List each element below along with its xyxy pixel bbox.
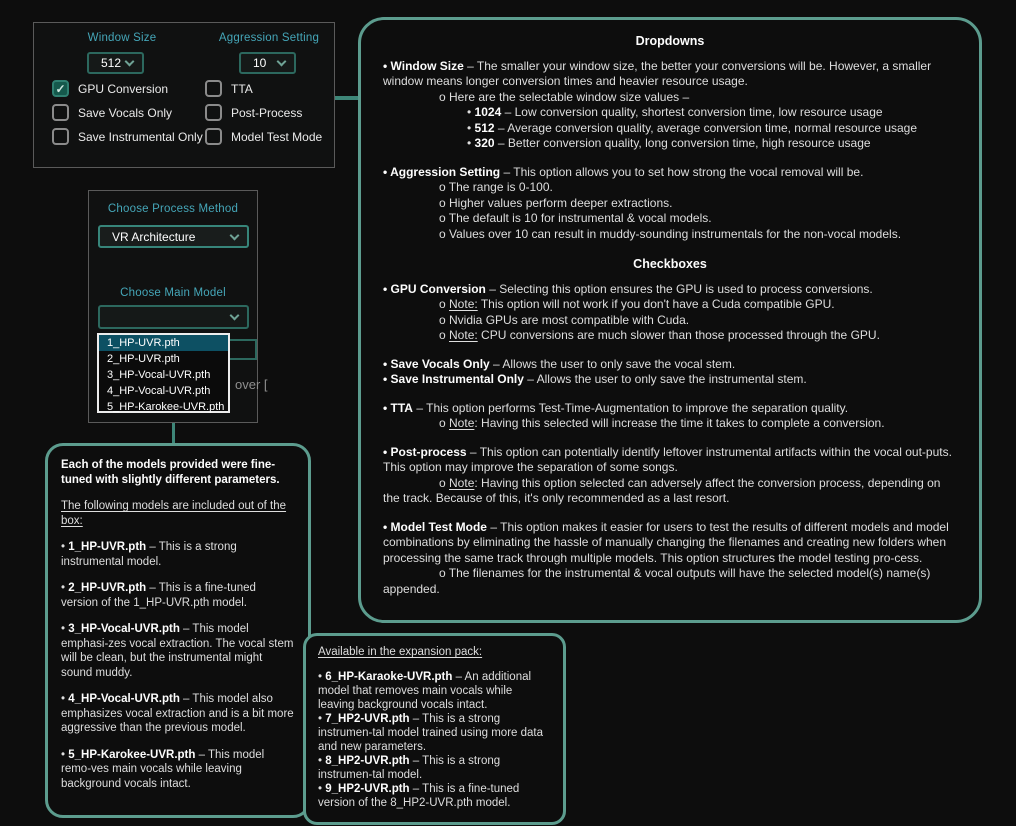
window-size-value: 512 [101,56,122,70]
text-line: • 5_HP-Karokee-UVR.pth – This model remo-ves main vocals while leaving background vocals intact. [61,748,265,790]
text-line: o The default is 10 for instrumental & vocal models. [439,211,712,225]
chevron-down-icon [125,57,135,67]
aggression-dropdown[interactable] [239,52,296,74]
text-line: • Aggression Setting – This option allows you to set how strong the vocal removal will be. [383,164,864,179]
chevron-down-icon [277,57,287,67]
checkbox-row[interactable] [205,104,322,121]
aggression-value: 10 [253,56,267,70]
included-models-doc-panel [45,443,311,818]
settings-panel [33,22,335,168]
text-line: o Note: Having this selected will increase the time it takes to complete a conversion. [439,416,885,430]
text-line: • Post-process – This option can potentially identify leftover instrumental artifacts within the vocal out-puts. This option may improve the separation of some songs. [383,444,952,474]
checkbox-unchecked[interactable] [205,80,222,97]
text-line: • 9_HP2-UVR.pth – This is a fine-tuned version of the 8_HP2-UVR.pth model. [318,783,520,809]
text-line: o Note: Having this option selected can adversely affect the conversion process, depending on the track. Because of this, it's only recommended as a last resort. [383,475,941,505]
text-line: • Model Test Mode – This option makes it easier for users to test the results of different models and model combinations by eliminating the hassle of manually changing the filenames and creating new folders when processing the same track through multiple models. This option structures the model testing pro-cess. [383,519,949,565]
text-line: • Save Vocals Only – Allows the user to only save the vocal stem. [383,356,736,371]
model-list-item[interactable]: 5_HP-Karokee-UVR.pth [107,401,225,413]
text-line: o Here are the selectable window size values – [439,89,690,104]
chevron-down-icon [230,311,240,321]
checkbox-row[interactable] [205,80,322,97]
text-line: • 320 – Better conversion quality, long conversion time, high resource usage [467,136,871,150]
expansion-pack-doc-panel [303,633,566,825]
checkbox-label: Model Test Mode [231,129,323,144]
text-line: • 1024 – Low conversion quality, shortest conversion time, low resource usage [467,105,883,119]
text-line: • Window Size – The smaller your window size, the better your conversions will be. However, a smaller window means longer conversion times and heavier resource usage. [383,58,932,88]
checkbox-row[interactable] [52,128,203,145]
text-line: Each of the models provided were fine-tuned with slightly different parameters. [61,459,280,486]
choose-main-model-label: Choose Main Model [120,287,226,299]
checkbox-label: GPU Conversion [78,81,169,96]
checkbox-unchecked[interactable] [52,128,69,145]
model-list-item[interactable]: 1_HP-UVR.pth [99,335,228,351]
text-line: • GPU Conversion – Selecting this option ensures the GPU is used to process conversions. [383,281,873,296]
checkbox-unchecked[interactable] [52,104,69,121]
text-line: o Higher values perform deeper extractions. [439,195,673,210]
text-line: • 4_HP-Vocal-UVR.pth – This model also emphasizes vocal extraction and is a bit more aggressive than the previous model. [61,693,294,734]
text-line: The following models are included out of the box: [61,500,287,527]
text-line: o Note: This option will not work if you don't have a Cuda compatible GPU. [439,297,835,311]
check-icon: ✓ [55,81,66,96]
model-list-item[interactable]: 2_HP-UVR.pth [107,353,180,365]
connector-settings-to-dropdowns [335,96,359,100]
model-dropdown-list [97,333,230,413]
text-line: o Values over 10 can result in muddy-sounding instrumentals for the non-vocal models. [439,226,902,241]
main-model-dropdown[interactable] [98,305,249,329]
checkbox-label: Post-Process [231,105,303,120]
window-size-dropdown[interactable] [87,52,144,74]
checkbox-row[interactable] [52,104,203,121]
text-line: Available in the expansion pack: [318,646,483,658]
checkbox-label: TTA [231,81,253,96]
aggression-setting-label: Aggression Setting [218,32,320,44]
dropdowns-checkboxes-doc-panel [358,17,982,623]
checkbox-unchecked[interactable] [205,128,222,145]
section-heading: Checkboxes [633,257,707,271]
choose-process-method-label: Choose Process Method [107,203,239,215]
text-line: • 3_HP-Vocal-UVR.pth – This model emphasi-zes vocal extraction. The vocal stem will be clean, but the instrumental might sound muddy. [61,623,294,679]
text-line: • 2_HP-UVR.pth – This is a fine-tuned version of the 1_HP-UVR.pth model. [61,582,256,609]
checkbox-column-right [205,80,322,152]
text-line: • 512 – Average conversion quality, average conversion time, normal resource usage [467,120,918,135]
checkbox-row[interactable] [205,128,322,145]
text-line: • 8_HP2-UVR.pth – This is a strong instrumen-tal model. [318,755,501,781]
chevron-down-icon [230,230,240,240]
window-size-label: Window Size [87,32,157,44]
text-line: • TTA – This option performs Test-Time-Augmentation to improve the separation quality. [383,400,849,415]
text-line: • 1_HP-UVR.pth – This is a strong instrumental model. [61,541,237,568]
text-line: • 6_HP-Karaoke-UVR.pth – An additional model that removes main vocals while leaving background vocals intact. [318,671,532,711]
obscured-window-text: over [ [235,377,268,392]
checkbox-checked[interactable] [52,80,69,97]
section-heading: Dropdowns [635,34,705,48]
text-line: o The filenames for the instrumental & vocal outputs will have the selected model(s) name(s) appended. [383,566,931,596]
checkbox-column-left [52,80,203,152]
text-line: o Note: CPU conversions are much slower than those processed through the GPU. [439,328,880,342]
text-line: • Save Instrumental Only – Allows the user to only save the instrumental stem. [383,372,807,386]
checkbox-row[interactable] [52,80,203,97]
text-line: o Nvidia GPUs are most compatible with Cuda. [439,312,690,327]
connector-models-to-notes [172,420,175,445]
checkbox-label: Save Instrumental Only [78,129,203,144]
model-list-item[interactable]: 4_HP-Vocal-UVR.pth [107,385,211,397]
model-list-item[interactable]: 3_HP-Vocal-UVR.pth [107,369,211,381]
text-line: o The range is 0-100. [439,180,553,194]
checkbox-label: Save Vocals Only [78,105,173,120]
process-method-panel [88,190,268,423]
checkbox-unchecked[interactable] [205,104,222,121]
process-method-value: VR Architecture [112,229,196,244]
process-method-dropdown[interactable] [98,225,249,248]
text-line: • 7_HP2-UVR.pth – This is a strong instrumen-tal model trained using more data and new parameters. [318,713,544,753]
